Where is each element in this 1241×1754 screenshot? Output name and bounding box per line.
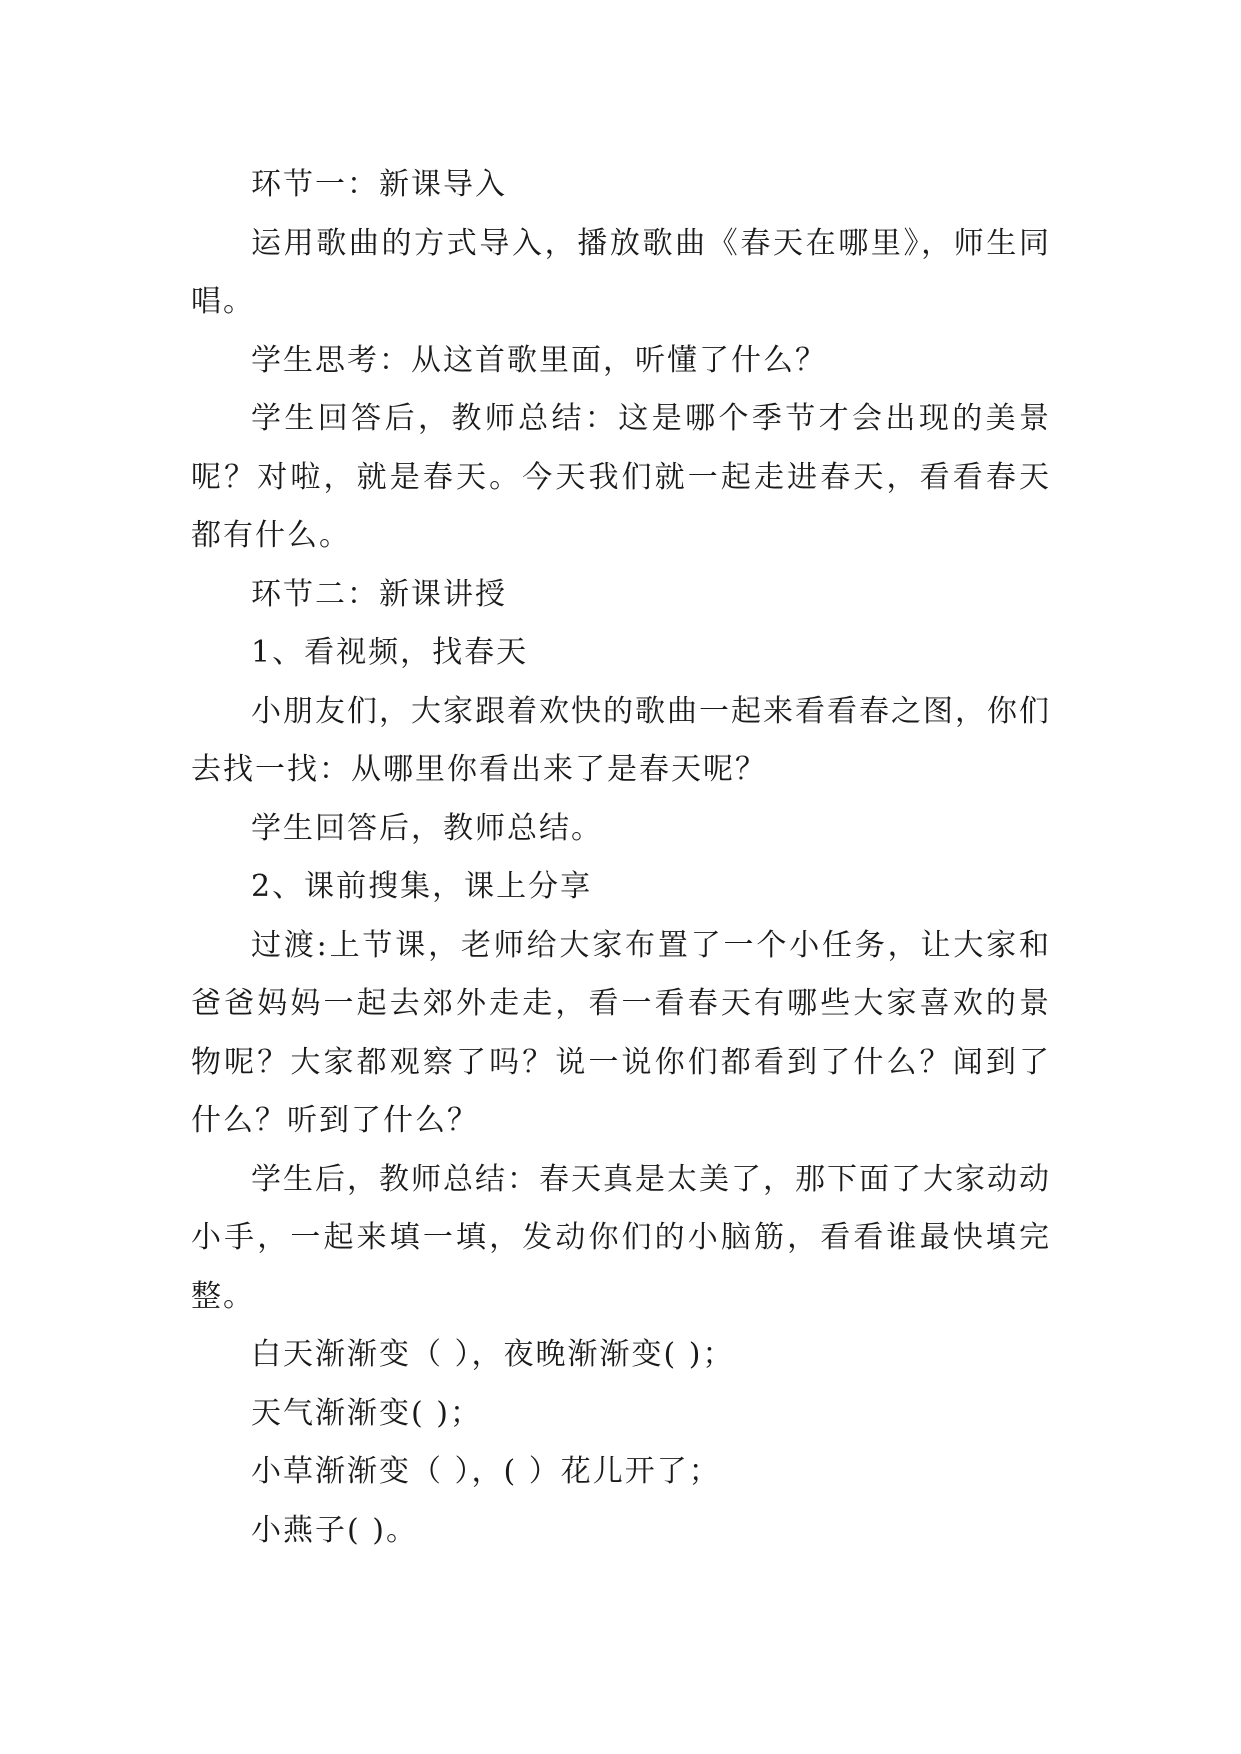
paragraph: 过渡:上节课，老师给大家布置了一个小任务，让大家和爸爸妈妈一起去郊外走走，看一看春天有哪些大家喜欢的景物呢？大家都观察了吗？说一说你们都看到了什么？闻到了什么？听到了什么？ [191,927,1051,1138]
fill-blank-line: 小燕子( )。 [251,1512,418,1548]
paragraph: 运用歌曲的方式导入，播放歌曲《春天在哪里》，师生同唱。 [191,225,1051,319]
paragraph: 学生回答后，教师总结：这是哪个季节才会出现的美景呢？对啦，就是春天。今天我们就一起走进春天，看看春天都有什么。 [191,401,1051,553]
fill-blank-line: 小草渐渐变（ ），( ）花儿开了； [251,1454,721,1489]
paragraph: 学生后，教师总结：春天真是太美了，那下面了大家动动小手，一起来填一填，发动你们的小脑筋，看看谁最快填完整。 [191,1161,1051,1314]
fill-blank-line: 天气渐渐变( )； [251,1395,482,1431]
section-heading-2: 环节二：新课讲授 [251,576,507,612]
subheading-2: 2、课前搜集，课上分享 [251,869,593,904]
section-heading-1: 环节一：新课导入 [251,167,507,202]
subheading-1: 1、看视频，找春天 [251,635,529,670]
document-body [191,156,1051,1560]
paragraph: 学生回答后，教师总结。 [251,810,603,846]
paragraph: 小朋友们，大家跟着欢快的歌曲一起来看看春之图，你们去找一找：从哪里你看出来了是春天呢？ [191,693,1051,787]
fill-blank-line: 白天渐渐变（ ），夜晚渐渐变( )； [251,1337,735,1372]
paragraph: 学生思考：从这首歌里面，听懂了什么？ [251,342,827,378]
